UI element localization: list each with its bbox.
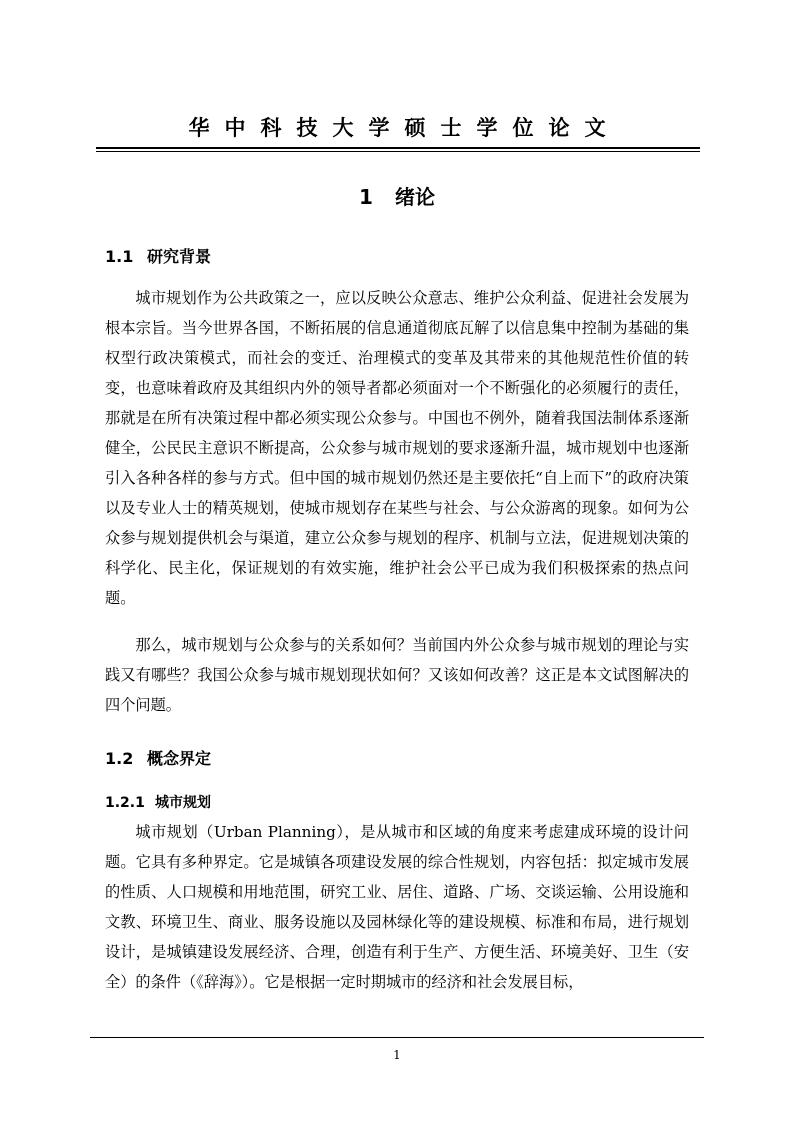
section-number: 1.1 [105, 247, 134, 266]
chapter-heading [0, 181, 794, 210]
subsection-heading-1-2-1 [105, 792, 211, 812]
page-number: 1 [393, 1048, 401, 1062]
section-number: 1.2 [105, 749, 134, 768]
section-title: 概念界定 [147, 749, 212, 768]
subsection-number: 1.2.1 [105, 795, 145, 811]
body-paragraph-3: 城市规划（Urban Planning），是从城市和区域的角度来考虑建成环境的设计问题。它具有多种界定。它是城镇各项建设发展的综合性规划，内容包括：拟定城市发展的性质、人口规模和用地范围，研究工业、居住、道路、广场、交谈运输、公用设施和文教、环境卫生、商业、服务设施以及园林绿化等的建设规模、标准和布局，进行规划设计，是城镇建设发展经济、合理，创造有利于生产、方便生活、环境美好、卫生（安全）的条件（《辞海》）。它是根据一定时期城市的经济和社会发展目标， [105, 823, 689, 991]
running-header-title: 华中科技大学硕士学位论文 [188, 115, 621, 140]
header-rule-thick [96, 147, 700, 149]
body-paragraph-1: 城市规划作为公共政策之一，应以反映公众意志、维护公众利益、促进社会发展为根本宗旨。当今世界各国，不断拓展的信息通道彻底瓦解了以信息集中控制为基础的集权型行政决策模式，而社会的变迁、治理模式的变革及其带来的其他规范性价值的转变，也意味着政府及其组织内外的领导者都必须面对一个不断强化的必须履行的责任，那就是在所有决策过程中都必须实现公众参与。中国也不例外，随着我国法制体系逐渐健全，公民民主意识不断提高，公众参与城市规划的要求逐渐升温，城市规划中也逐渐引入各种各样的参与方式。但中国的城市规划仍然还是主要依托“自上而下”的政府决策以及专业人士的精英规划，使城市规划存在某些与社会、与公众游离的现象。如何为公众参与规划提供机会与渠道，建立公众参与规划的程序、机制与立法，促进规划决策的科学化、民主化，保证规划的有效实施，维护社会公平已成为我们积极探索的热点问题。 [105, 289, 689, 607]
section-heading-1-2 [105, 746, 211, 769]
footer-rule [90, 1037, 704, 1038]
header-rule-thin [96, 151, 700, 152]
section-heading-1-1 [105, 244, 211, 267]
section-title: 研究背景 [147, 247, 212, 266]
subsection-title: 城市规划 [155, 795, 211, 811]
chapter-number: 1 [359, 185, 373, 209]
body-paragraph-2: 那么，城市规划与公众参与的关系如何？当前国内外公众参与城市规划的理论与实践又有哪些？我国公众参与城市规划现状如何？又该如何改善？这正是本文试图解决的四个问题。 [105, 636, 689, 714]
chapter-title: 绪论 [394, 185, 435, 209]
